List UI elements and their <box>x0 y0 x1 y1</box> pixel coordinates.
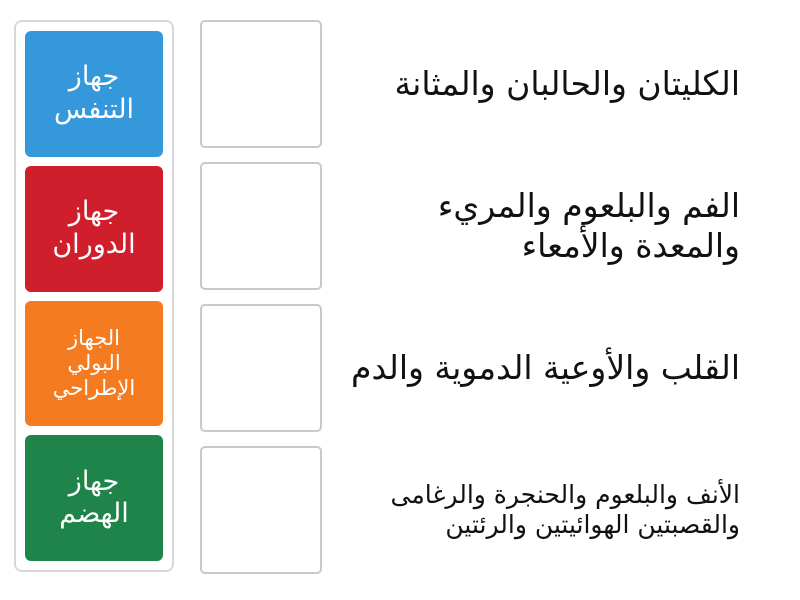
prompt-row <box>200 446 740 574</box>
tile-line-3: الإطراحي <box>52 375 136 400</box>
drop-zone-4[interactable] <box>200 446 322 574</box>
prompt-row <box>200 162 740 290</box>
prompt-column <box>200 20 740 574</box>
tile-line-1: الجهاز <box>67 325 120 350</box>
answer-tile-urinary[interactable] <box>25 301 163 427</box>
prompt-text: الأنف والبلعوم والحنجرة والرغامى والقصبتين الهوائيتين والرئتين <box>390 479 740 539</box>
tile-line-1: جهاز <box>68 61 120 93</box>
answer-tile-digestive[interactable] <box>25 435 163 561</box>
prompt-text: القلب والأوعية الدموية والدم <box>351 347 740 387</box>
answer-tile-respiratory[interactable] <box>25 31 163 157</box>
drop-zone-2[interactable] <box>200 162 322 290</box>
tile-line-1: جهاز <box>68 196 120 228</box>
prompt-row <box>200 20 740 148</box>
tile-line-2: التنفس <box>53 93 135 125</box>
tile-line-1: جهاز <box>68 465 120 497</box>
drop-zone-1[interactable] <box>200 20 322 148</box>
answer-tiles-panel <box>14 20 174 572</box>
tile-line-2: البولي <box>67 350 121 375</box>
answer-tile-circulatory[interactable] <box>25 166 163 292</box>
prompt-text: الفم والبلعوم والمريء والمعدة والأمعاء <box>437 185 740 265</box>
drop-zone-3[interactable] <box>200 304 322 432</box>
tile-line-2: الدوران <box>52 228 136 260</box>
prompt-text: الكليتان والحالبان والمثانة <box>394 63 740 103</box>
prompt-row <box>200 304 740 432</box>
tile-line-2: الهضم <box>59 498 129 530</box>
